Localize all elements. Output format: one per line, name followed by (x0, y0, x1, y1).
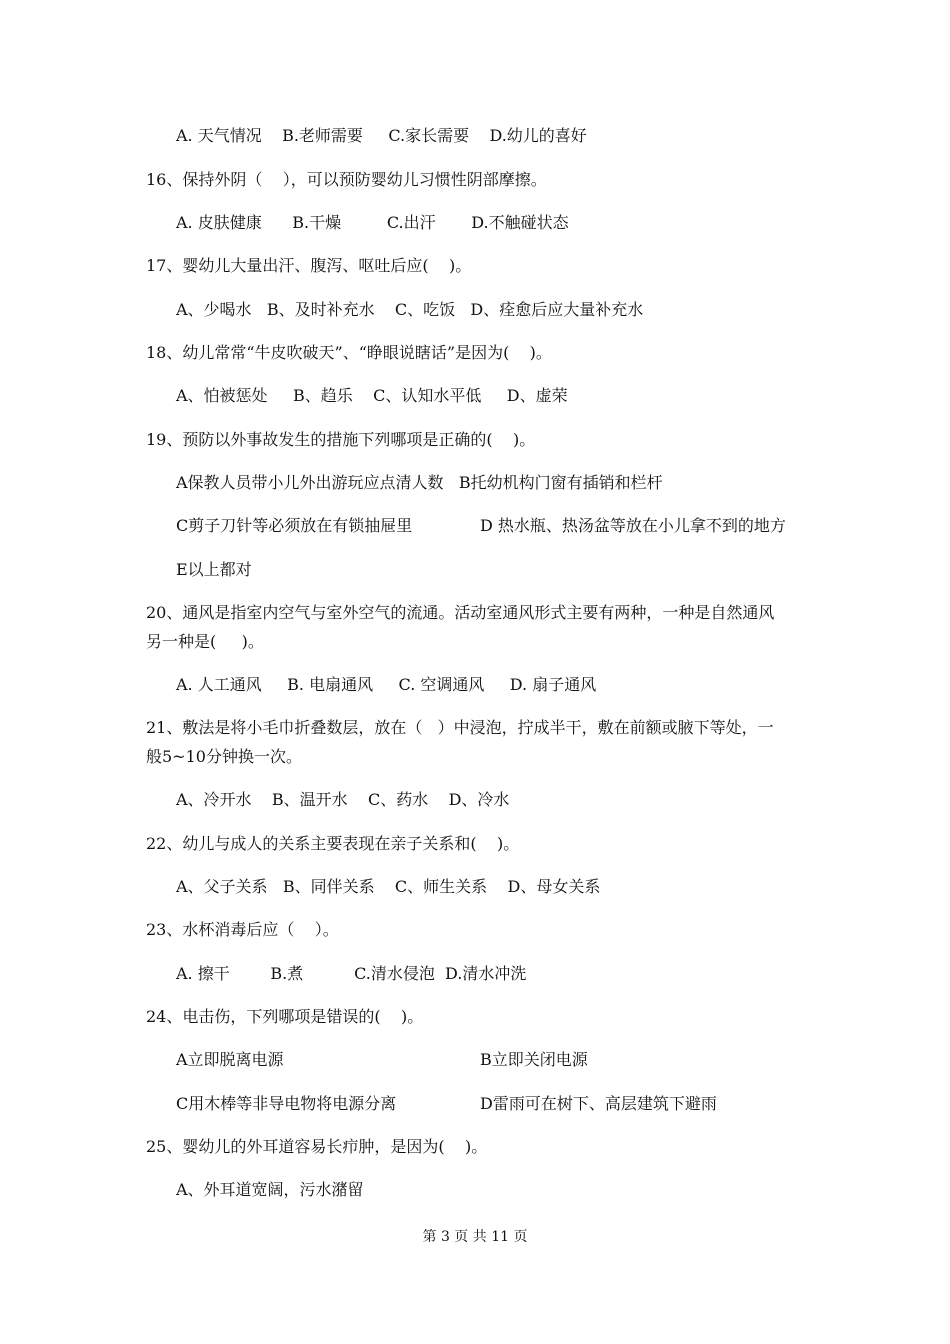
option-q25-a: A、外耳道宽阔，污水潴留 (176, 1180, 364, 1199)
options-q22: A、父子关系 B、同伴关系 C、师生关系 D、母女关系 (176, 877, 601, 896)
option-q19-d: D 热水瓶、热汤盆等放在小儿拿不到的地方 (480, 516, 786, 535)
question-19: 19、预防以外事故发生的措施下列哪项是正确的( )。 (146, 430, 536, 449)
option-q24-b: B立即关闭电源 (480, 1050, 588, 1069)
option-q19-e: E以上都对 (176, 560, 252, 579)
question-23: 23、水杯消毒后应（ ）。 (146, 920, 339, 939)
question-16: 16、保持外阴（ ），可以预防婴幼儿习惯性阴部摩擦。 (146, 170, 547, 189)
question-21-cont: 般5~10分钟换一次。 (146, 747, 302, 766)
options-q20: A. 人工通风 B. 电扇通风 C. 空调通风 D. 扇子通风 (176, 675, 597, 694)
question-18: 18、幼儿常常“牛皮吹破天”、“睁眼说瞎话”是因为( )。 (146, 343, 552, 362)
question-21: 21、敷法是将小毛巾折叠数层，放在（ ）中浸泡，拧成半干，敷在前额或腋下等处，一 (146, 718, 774, 737)
option-q19-c: C剪子刀针等必须放在有锁抽屉里 (176, 516, 413, 535)
page-footer: 第 3 页 共 11 页 (422, 1229, 528, 1245)
question-24: 24、电击伤，下列哪项是错误的( )。 (146, 1007, 424, 1026)
question-22: 22、幼儿与成人的关系主要表现在亲子关系和( )。 (146, 834, 520, 853)
option-q24-c: C用木棒等非导电物将电源分离 (176, 1094, 397, 1113)
question-20-cont: 另一种是( )。 (146, 632, 264, 651)
options-q21: A、冷开水 B、温开水 C、药水 D、冷水 (176, 790, 510, 809)
option-q24-a: A立即脱离电源 (176, 1050, 284, 1069)
option-q24-d: D雷雨可在树下、高层建筑下避雨 (480, 1094, 717, 1113)
options-q16: A. 皮肤健康 B.干燥 C.出汗 D.不触碰状态 (176, 213, 569, 232)
options-q15: A. 天气情况 B.老师需要 C.家长需要 D.幼儿的喜好 (176, 126, 587, 145)
question-20: 20、通风是指室内空气与室外空气的流通。活动室通风形式主要有两种，一种是自然通风 (146, 603, 775, 622)
question-25: 25、婴幼儿的外耳道容易长疖肿，是因为( )。 (146, 1137, 488, 1156)
options-q18: A、怕被惩处 B、趋乐 C、认知水平低 D、虚荣 (176, 386, 568, 405)
question-17: 17、婴幼儿大量出汗、腹泻、呕吐后应( )。 (146, 256, 472, 275)
options-q19-ab: A保教人员带小儿外出游玩应点清人数 B托幼机构门窗有插销和栏杆 (176, 473, 663, 492)
options-q23: A. 擦干 B.煮 C.清水侵泡 D.清水冲洗 (176, 964, 527, 983)
options-q17: A、少喝水 B、及时补充水 C、吃饭 D、痊愈后应大量补充水 (176, 300, 644, 319)
